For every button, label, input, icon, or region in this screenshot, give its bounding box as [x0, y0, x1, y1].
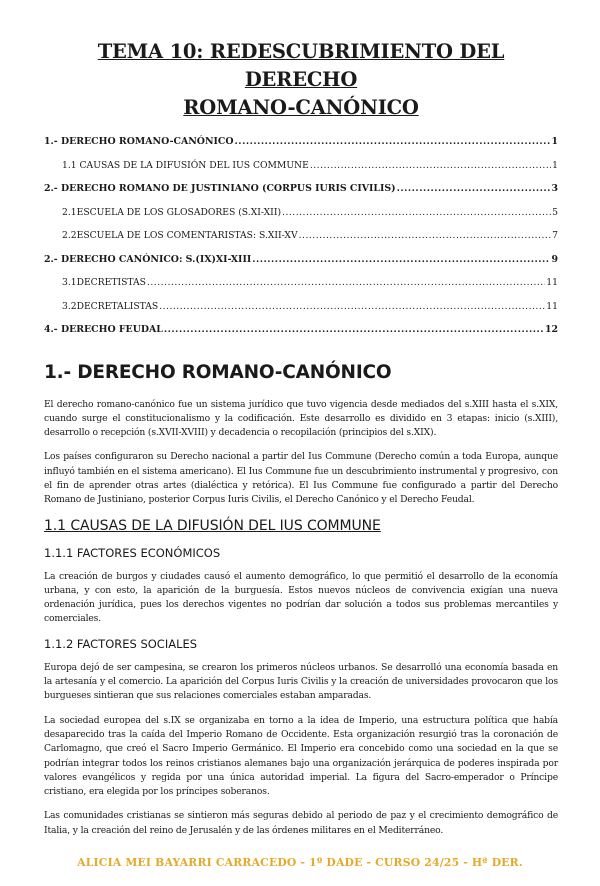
toc-page-number: 12: [544, 324, 558, 335]
toc-entry[interactable]: [44, 254, 558, 278]
toc-entry[interactable]: [44, 160, 558, 184]
toc-label: 2.- DERECHO CANÓNICO: S.(IX)XI-XIII: [44, 253, 252, 265]
toc-label: 1.- DERECHO ROMANO-CANÓNICO: [44, 136, 234, 147]
toc-page-number: 7: [552, 230, 558, 241]
document-page: [0, 38, 600, 886]
subsubsection-heading: 1.1.1 FACTORES ECONÓMICOS: [44, 545, 221, 560]
toc-label: 2.2ESCUELA DE LOS COMENTARISTAS: S.XII-XV: [62, 230, 298, 241]
toc-leader-dots: [282, 207, 551, 218]
toc-entry[interactable]: [44, 324, 558, 348]
toc-label: 2.- DERECHO ROMANO DE JUSTINIANO (CORPUS IURIS CIVILIS): [44, 183, 396, 194]
page-footer: ALICIA MEI BAYARRI CARRACEDO - 1º DADE - CURSO 24/25 - Hª DER.: [77, 856, 523, 869]
toc-entry[interactable]: [44, 183, 558, 207]
toc-page-number: 11: [546, 277, 558, 288]
toc-entry[interactable]: [44, 301, 558, 325]
page-title: [44, 38, 558, 122]
section-heading: 1.- DERECHO ROMANO-CANÓNICO: [44, 361, 392, 383]
toc-page-number: 9: [551, 253, 558, 265]
body-paragraph: Europa dejó de ser campesina, se crearon los primeros núcleos urbanos. Se desarrolló una economía basada en la artesanía y el comercio. La aparición del Corpus Iuris Civilis y la creación de universidades provocaron que los burgueses sintieran que sus relaciones comerciales estaban amparadas.: [44, 661, 558, 702]
toc-entry[interactable]: [44, 277, 558, 301]
toc-label: 2.1ESCUELA DE LOS GLOSADORES (S.XI-XII): [62, 206, 282, 218]
title-line-1: TEMA 10: REDESCUBRIMIENTO DEL DERECHO: [97, 40, 505, 91]
toc-leader-dots: [159, 301, 545, 312]
toc-page-number: 1: [551, 136, 558, 147]
toc-entry[interactable]: [44, 136, 558, 160]
toc-label: 3.1DECRETISTAS: [62, 277, 146, 288]
subsection-heading: 1.1 CAUSAS DE LA DIFUSIÓN DEL IUS COMMUNE: [44, 517, 381, 534]
toc-leader-dots: [397, 183, 551, 194]
body-paragraph: El derecho romano-canónico fue un sistema jurídico que tuvo vigencia desde mediados del s.XIII hasta el s.XIX, cuando surge el constitucionalismo y la codificación. Este desarrollo es dividido en 3 etapas: inicio (s.XIII), desarrollo o recepción (s.XVII-XVIII) y decadencia o recopilación (principios del s.XIX).: [44, 398, 558, 439]
toc-leader-dots: [164, 324, 544, 335]
title-line-2: ROMANO-CANÓNICO: [183, 96, 419, 119]
toc-leader-dots: [252, 254, 550, 265]
toc-entry[interactable]: [44, 207, 558, 231]
toc-page-number: 1: [552, 159, 558, 171]
table-of-contents: [44, 136, 558, 348]
body-paragraph: Los países configuraron su Derecho nacional a partir del Ius Commune (Derecho común a toda Europa, aunque influyó también en el sistema americano). El Ius Commune fue un descubrimiento instrumental y progresivo, con el fin de aprender otras artes (dialéctica y retórica). El Ius Commune fue configurado a partir del Derecho Romano de Justiniano, posterior Corpus Iuris Civilis, el Derecho Canónico y el Derecho Feudal.: [44, 451, 558, 506]
toc-label: 1.1 CAUSAS DE LA DIFUSIÓN DEL IUS COMMUNE: [62, 159, 309, 171]
body-paragraph: Las comunidades cristianas se sintieron más seguras debido al periodo de paz y el crecimiento demográfico de Italia, y la creación del reino de Jerusalén y de las órdenes militares en el Mediterráneo.: [44, 810, 558, 836]
toc-leader-dots: [235, 136, 551, 147]
toc-page-number: 11: [546, 300, 558, 312]
body-paragraph: La creación de burgos y ciudades causó el aumento demográfico, lo que permitió el desarrollo de la economía urbana, y con esto, la aparición de la burguesía. Estos nuevos núcleos de convivencia exigían una nueva ordenación jurídica, pues los derechos vigentes no podrían dar solución a todos sus problemas mercantiles y comerciales.: [44, 570, 558, 625]
toc-leader-dots: [147, 277, 545, 288]
body-paragraph: La sociedad europea del s.IX se organizaba en torno a la idea de Imperio, una estructura política que había desaparecido tras la caída del Imperio Romano de Occidente. Esta organización resurgió tras la coronación de Carlomagno, que creó el Sacro Imperio Germánico. El Imperio era concebido como una sociedad en la que se podrían integrar todos los reinos cristianos alemanes bajo una organización jerárquica de poderes inspirada por valores evangélicos y regida por una única autoridad imperial. La figura del Sacro-emperador o Príncipe cristiano, era elegida por los príncipes soberanos.: [44, 714, 558, 798]
toc-leader-dots: [310, 160, 551, 171]
toc-page-number: 5: [552, 206, 558, 218]
subsubsection-heading: 1.1.2 FACTORES SOCIALES: [44, 636, 198, 651]
toc-leader-dots: [299, 230, 552, 241]
toc-label: 3.2DECRETALISTAS: [62, 300, 159, 312]
toc-label: 4.- DERECHO FEUDAL: [44, 324, 163, 335]
toc-entry[interactable]: [44, 230, 558, 254]
toc-page-number: 3: [551, 183, 558, 194]
